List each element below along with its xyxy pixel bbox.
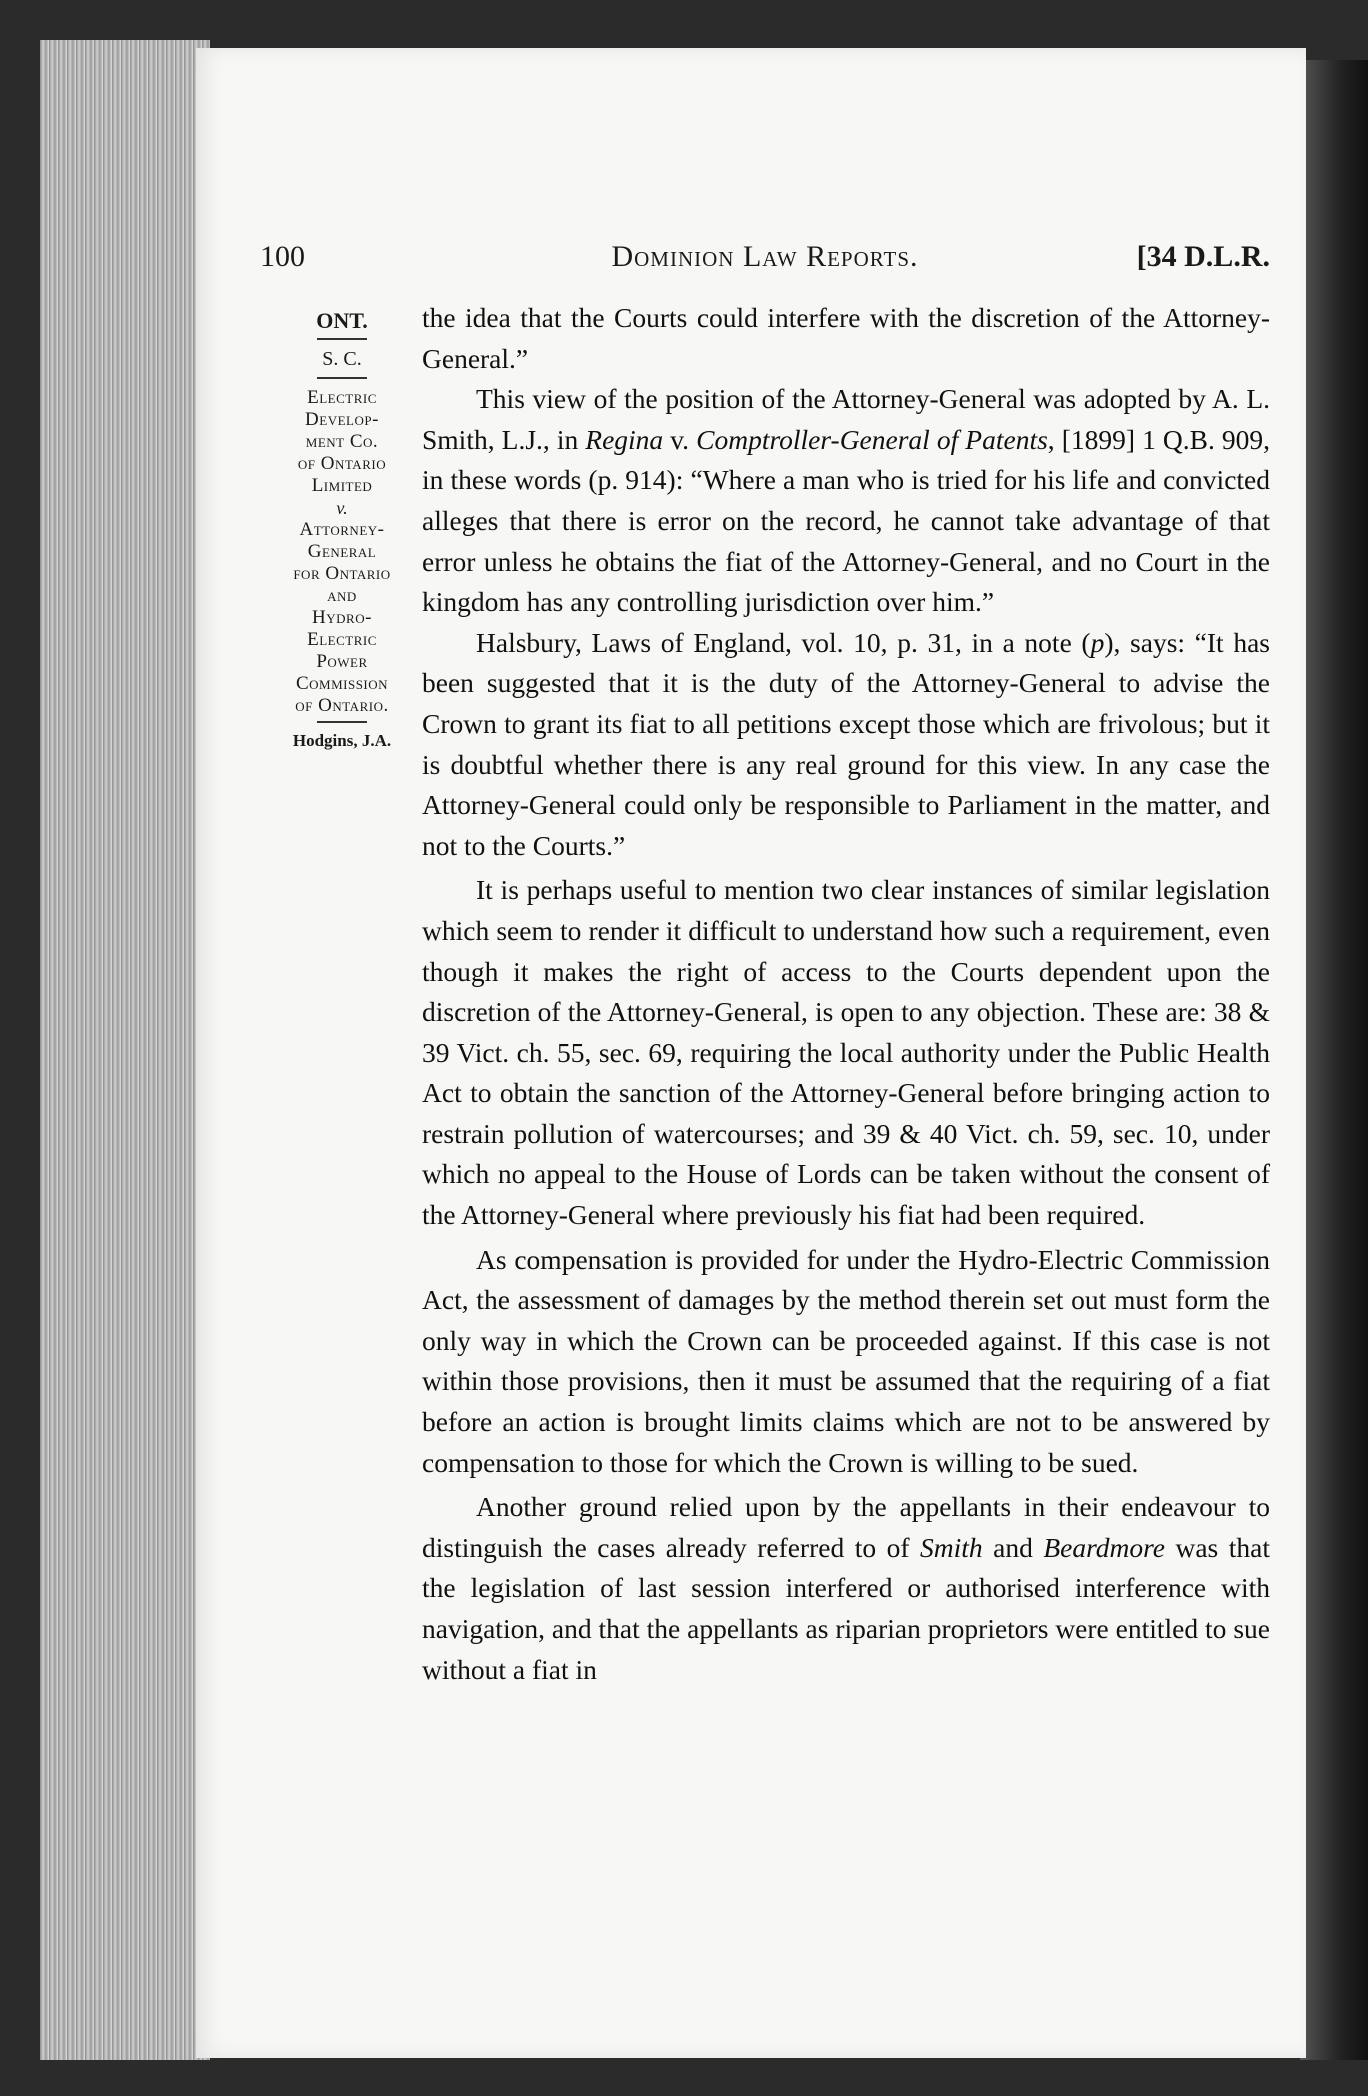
paragraph-4: It is perhaps useful to mention two clear instances of similar legislation which seem to render it difficult to understand how such a requirement, even though it makes the right of access to the Courts dependent upon the discretion of the Attorney-General, is open to any objection. These are: 38 & 39 Vict. ch. 55, sec. 69, requiring the local authority under the Public Health Act to obtain the sanction of the Attorney-General before bringing action to restrain pollution of watercourses; and 39 & 40 Vict. ch. 59, sec. 10, under which no appeal to the House of Lords can be taken without the consent of the Attorney-General where previously his fiat had been required.: [422, 874, 1270, 1231]
running-header: [260, 240, 1270, 280]
case-name-line: Electric: [307, 387, 377, 408]
case-name-line: and: [327, 585, 357, 606]
case-citation: Comptroller-General of Patents: [696, 423, 1048, 455]
book-cover-edge: [1300, 60, 1368, 2060]
case-name-line: of Ontario: [297, 453, 387, 474]
case-name-line: Attorney-: [299, 519, 385, 540]
case-citation: Beardmore: [1043, 1531, 1165, 1563]
body-text: [422, 298, 1270, 1690]
paragraph-text: was that the legislation of last session interfered or authorised interference with navigation, and that the appellants as riparian proprietors were entitled to sue without a fiat in: [422, 1531, 1270, 1685]
margin-rule: [317, 721, 367, 723]
case-name-line: of Ontario.: [295, 695, 389, 716]
paragraph-text: and: [982, 1531, 1044, 1563]
case-name-line: ment Co.: [305, 431, 379, 452]
court-province: ONT.: [316, 308, 368, 333]
case-name-line: Electric: [307, 629, 377, 650]
paragraph-text: v.: [663, 423, 697, 455]
page-number: 100: [260, 240, 305, 273]
case-name-line: Power: [316, 651, 368, 672]
paragraph-2: [422, 379, 1270, 623]
case-name-line: General: [307, 541, 377, 562]
case-name-line: for Ontario: [293, 563, 391, 584]
judge-name: Hodgins, J.A.: [292, 731, 392, 750]
paragraph-text: , [1899] 1 Q.B. 909, in these words (p. 914): “Where a man who is tried for his life and convicted alleges that there is error on the record, he cannot take advantage of that error unless he obtains the fiat of the Attorney-General, and no Court in the kingdom has any controlling jurisdiction over him.”: [422, 423, 1271, 618]
case-name-line: Limited: [311, 475, 373, 496]
case-citation: Smith: [919, 1531, 983, 1563]
case-citation: Regina: [585, 423, 664, 455]
book-page-edges: [40, 40, 210, 2060]
case-name-line: Develop-: [305, 409, 379, 430]
case-name-line: Hydro-: [312, 607, 372, 628]
paragraph-3: [422, 623, 1270, 867]
paragraph-1: the idea that the Courts could interfere with the discretion of the Attorney-General.”: [422, 302, 1270, 374]
case-name-line: Commission: [295, 673, 389, 694]
paragraph-text: ), says: “It has been suggested that it is the duty of the Attorney-General to advise the Crown to grant its fiat to all petitions except those which are frivolous; but it is doubtful whether there is any real ground for this view. In any case the Attorney-General could only be responsible to Parliament in the matter, and not to the Courts.”: [422, 626, 1271, 861]
margin-rule: [317, 338, 367, 340]
case-versus: v.: [336, 498, 348, 518]
paragraph-6: [422, 1487, 1270, 1690]
paragraph-text: This view of the position of the Attorney-General was adopted by A. L. Smith, L.J., in: [422, 383, 1270, 455]
running-title: Dominion Law Reports.: [611, 240, 919, 273]
margin-rule: [317, 377, 367, 379]
court-division: S. C.: [322, 348, 362, 370]
volume-reference: [34 D.L.R.: [1136, 240, 1270, 273]
margin-note: [262, 308, 422, 751]
paragraph-5: As compensation is provided for under the Hydro-Electric Commission Act, the assessment of damages by the method therein set out must form the only way in which the Crown can be proceeded against. If this case is not within those provisions, then it must be assumed that the requiring of a fiat before an action is brought limits claims which are not to be answered by compensation to those for which the Crown is willing to be sued.: [422, 1243, 1270, 1478]
paragraph-text: Halsbury, Laws of England, vol. 10, p. 31, in a note (: [476, 626, 1091, 658]
paragraph-text: Another ground relied upon by the appellants in their endeavour to distinguish the cases already referred to of: [422, 1491, 1270, 1563]
note-reference: p: [1090, 626, 1105, 658]
